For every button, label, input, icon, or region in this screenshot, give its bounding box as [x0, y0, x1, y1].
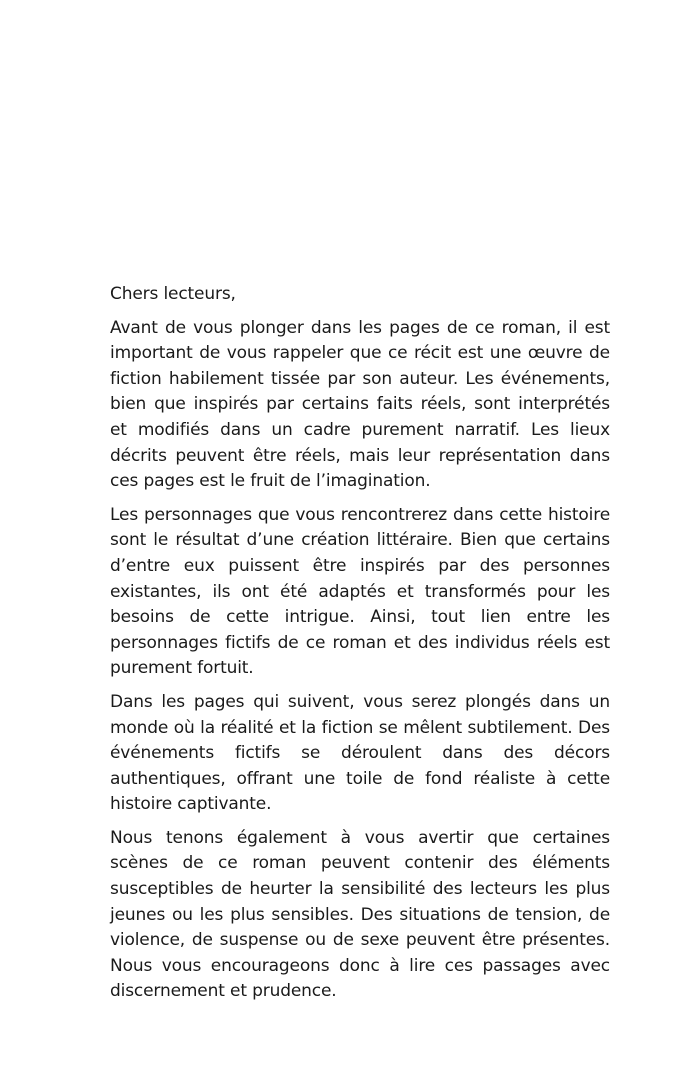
- paragraph-2: Les personnages que vous rencontrerez dans cette histoire sont le résultat d’une création littéraire. Bien que certains d’entre eux puissent être inspirés par des personnes existantes, ils ont été adaptés et transformés pour les besoins de cette intrigue. Ainsi, tout lien entre les personnages fictifs de ce roman et des individus réels est purement fortuit.: [110, 504, 610, 679]
- paragraph-3: Dans les pages qui suivent, vous serez plongés dans un monde où la réalité et la fiction se mêlent subtilement. Des événements fictifs se déroulent dans des décors authentiques, offrant une toile de fond réaliste à cette histoire captivante.: [110, 691, 610, 815]
- salutation: Chers lecteurs,: [110, 284, 236, 304]
- paragraph-1: Avant de vous plonger dans les pages de ce roman, il est important de vous rappeler que ce récit est une œuvre de fiction habilement tissée par son auteur. Les événements, bien que inspirés par certains faits réels, sont interprétés et modifiés dans un cadre purement narratif. Les lieux décrits peuvent être réels, mais leur représentation dans ces pages est le fruit de l’imagination.: [110, 317, 610, 492]
- letter-to-readers: [110, 282, 610, 1013]
- paragraph-4: Nous tenons également à vous avertir que certaines scènes de ce roman peuvent contenir des éléments susceptibles de heurter la sensibilité des lecteurs les plus jeunes ou les plus sensibles. Des situations de tension, de violence, de suspense ou de sexe peuvent être présentes. Nous vous encourageons donc à lire ces passages avec discernement et prudence.: [110, 827, 610, 1002]
